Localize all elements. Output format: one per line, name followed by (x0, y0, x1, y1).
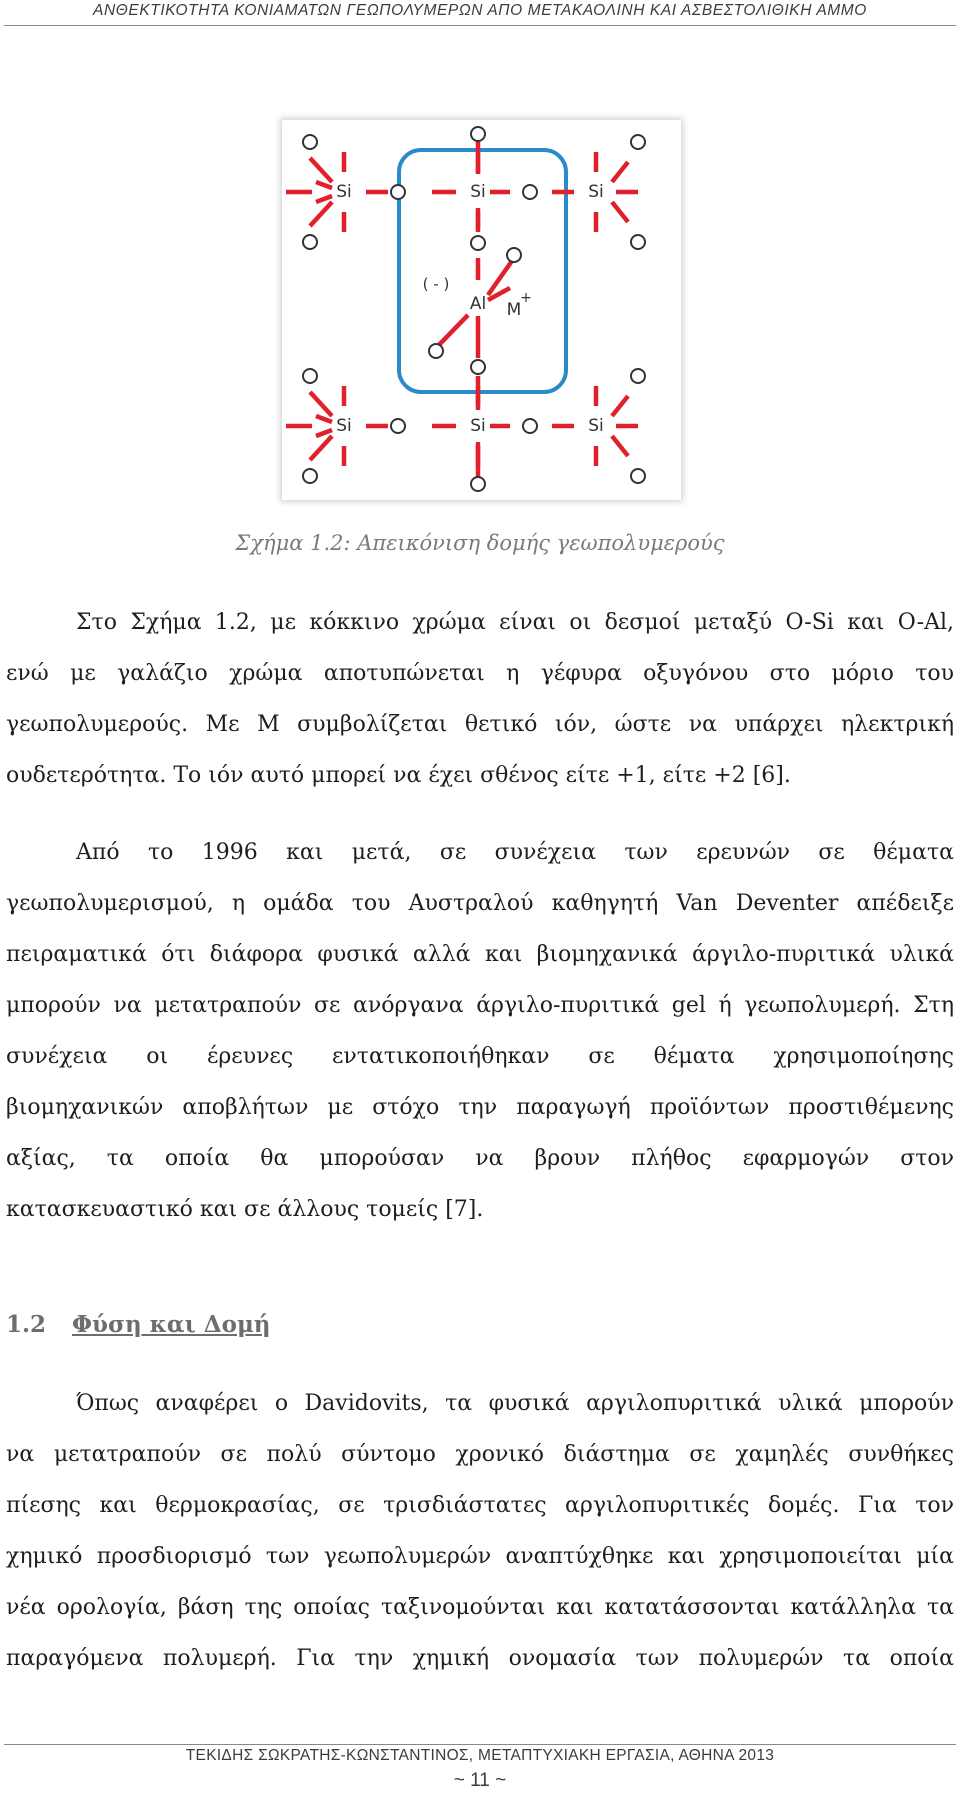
oxygen-atom (523, 185, 537, 199)
paragraph-line: παραγόμενα πολυμερή. Για την χημική ονομασία των πολυμερών τα οποία (6, 1646, 954, 1671)
oxygen-atom (303, 469, 317, 483)
paragraph-line: αξίας, τα οποία θα μπορούσαν να βρουν πλήθος εφαρμογών στον (6, 1146, 954, 1171)
bond-line (316, 182, 332, 188)
bond-line (612, 436, 628, 456)
paragraph-line: χημικό προσδιορισμό των γεωπολυμερών αναπτύχθηκε και χρησιμοποιείται μία (6, 1544, 954, 1569)
oxygen-atom (471, 360, 485, 374)
page-number: ~ 11 ~ (453, 1770, 507, 1791)
paragraph-3 (6, 1378, 954, 1684)
silicon-atom: Si (336, 182, 352, 202)
running-header: ΑΝΘΕΚΤΙΚΟΤΗΤΑ ΚΟΝΙΑΜΑΤΩΝ ΓΕΩΠΟΛΥΜΕΡΩΝ ΑΠΟ ΜΕΤΑΚΑΟΛΙΝΗ ΚΑΙ ΑΣΒΕΣΤΟΛΙΘΙΚΗ ΑΜΜΟ (93, 2, 867, 19)
oxygen-atom (631, 469, 645, 483)
section-number: 1.2 (6, 1311, 47, 1338)
paragraph-line: Από το 1996 και μετά, σε συνέχεια των ερευνών σε θέματα (76, 840, 954, 865)
paragraph-line: γεωπολυμερούς. Με Μ συμβολίζεται θετικό ιόν, ώστε να υπάρχει ηλεκτρική (6, 712, 954, 737)
paragraph-line: πειραματικά ότι διάφορα φυσικά αλλά και βιομηχανικά άργιλο-πυριτικά υλικά (6, 942, 954, 967)
running-footer: ΤΕΚΙΔΗΣ ΣΩΚΡΑΤΗΣ-ΚΩΝΣΤΑΝΤΙΝΟΣ, ΜΕΤΑΠΤΥΧΙΑΚΗ ΕΡΓΑΣΙΑ, ΑΘΗΝΑ 2013 (185, 1747, 775, 1764)
silicon-atom: Si (470, 416, 486, 436)
oxygen-atom (303, 369, 317, 383)
bond-line (316, 416, 332, 422)
bond-line (612, 162, 628, 182)
cation-charge-label: + (520, 290, 532, 306)
paragraph-line: γεωπολυμερισμού, η ομάδα του Αυστραλού καθηγητή Van Deventer απέδειξε (6, 891, 954, 916)
oxygen-atom (391, 419, 405, 433)
silicon-atom: Si (588, 182, 604, 202)
oxygen-atom (631, 135, 645, 149)
paragraph-line: βιομηχανικών αποβλήτων με στόχο την παραγωγή προϊόντων προστιθέμενης (6, 1095, 954, 1120)
oxygen-atom (303, 235, 317, 249)
figure-caption: Σχήμα 1.2: Απεικόνιση δομής γεωπολυμερούς (235, 531, 725, 555)
bond-line (310, 158, 332, 182)
paragraph-1 (6, 597, 954, 801)
paragraph-2 (6, 827, 954, 1235)
bond-line (436, 315, 468, 348)
geopolymer-structure-figure (282, 120, 681, 500)
oxygen-atom (507, 248, 521, 262)
oxygen-atom (523, 419, 537, 433)
oxygen-atom (391, 185, 405, 199)
oxygen-atom (429, 344, 443, 358)
section-title: Φύση και Δομή (72, 1311, 271, 1338)
paragraph-line: πίεσης και θερμοκρασίας, σε τρισδιάστατες αργιλοπυριτικές δομές. Για τον (6, 1493, 954, 1518)
oxygen-atom (303, 135, 317, 149)
silicon-atom: Si (336, 416, 352, 436)
paragraph-line: κατασκευαστικό και σε άλλους τομείς [7]. (6, 1197, 484, 1222)
oxygen-atom (471, 127, 485, 141)
bond-line (310, 202, 332, 226)
paragraph-line: συνέχεια οι έρευνες εντατικοποιήθηκαν σε θέματα χρησιμοποίησης (6, 1044, 954, 1069)
geopolymer-structure-diagram (282, 120, 681, 500)
paragraph-line: να μετατραπούν σε πολύ σύντομο χρονικό διάστημα σε χαμηλές συνθήκες (6, 1442, 954, 1467)
bond-line (612, 202, 628, 222)
silicon-atom: Si (470, 182, 486, 202)
oxygen-atom (471, 236, 485, 250)
paragraph-line: μπορούν να μετατραπούν σε ανόργανα άργιλο-πυριτικά gel ή γεωπολυμερή. Στη (6, 993, 954, 1018)
section-heading (6, 1306, 271, 1344)
silicon-atom: Si (588, 416, 604, 436)
bond-line (316, 430, 332, 436)
paragraph-line: ουδετερότητα. Το ιόν αυτό μπορεί να έχει σθένος είτε +1, είτε +2 [6]. (6, 763, 791, 788)
header-divider (4, 25, 956, 26)
al-charge-label: ( - ) (422, 275, 450, 293)
oxygen-atom (631, 235, 645, 249)
bond-line (310, 392, 332, 416)
bond-line (612, 396, 628, 416)
bond-line (316, 196, 332, 202)
cation-atom: M (506, 300, 522, 320)
paragraph-line: Στο Σχήμα 1.2, με κόκκινο χρώμα είναι οι δεσμοί μεταξύ O-Si και O-Al, (76, 610, 954, 635)
paragraph-line: νέα ορολογία, βάση της οποίας ταξινομούνται και κατατάσσονται κατάλληλα τα (6, 1595, 954, 1620)
paragraph-line: Όπως αναφέρει ο Davidovits, τα φυσικά αργιλοπυριτικά υλικά μπορούν (76, 1391, 954, 1416)
bond-line (310, 436, 332, 460)
paragraph-line: ενώ με γαλάζιο χρώμα αποτυπώνεται η γέφυρα οξυγόνου στο μόριο του (6, 661, 954, 686)
aluminum-atom: Al (469, 294, 487, 314)
oxygen-atom (471, 477, 485, 491)
oxygen-atom (631, 369, 645, 383)
